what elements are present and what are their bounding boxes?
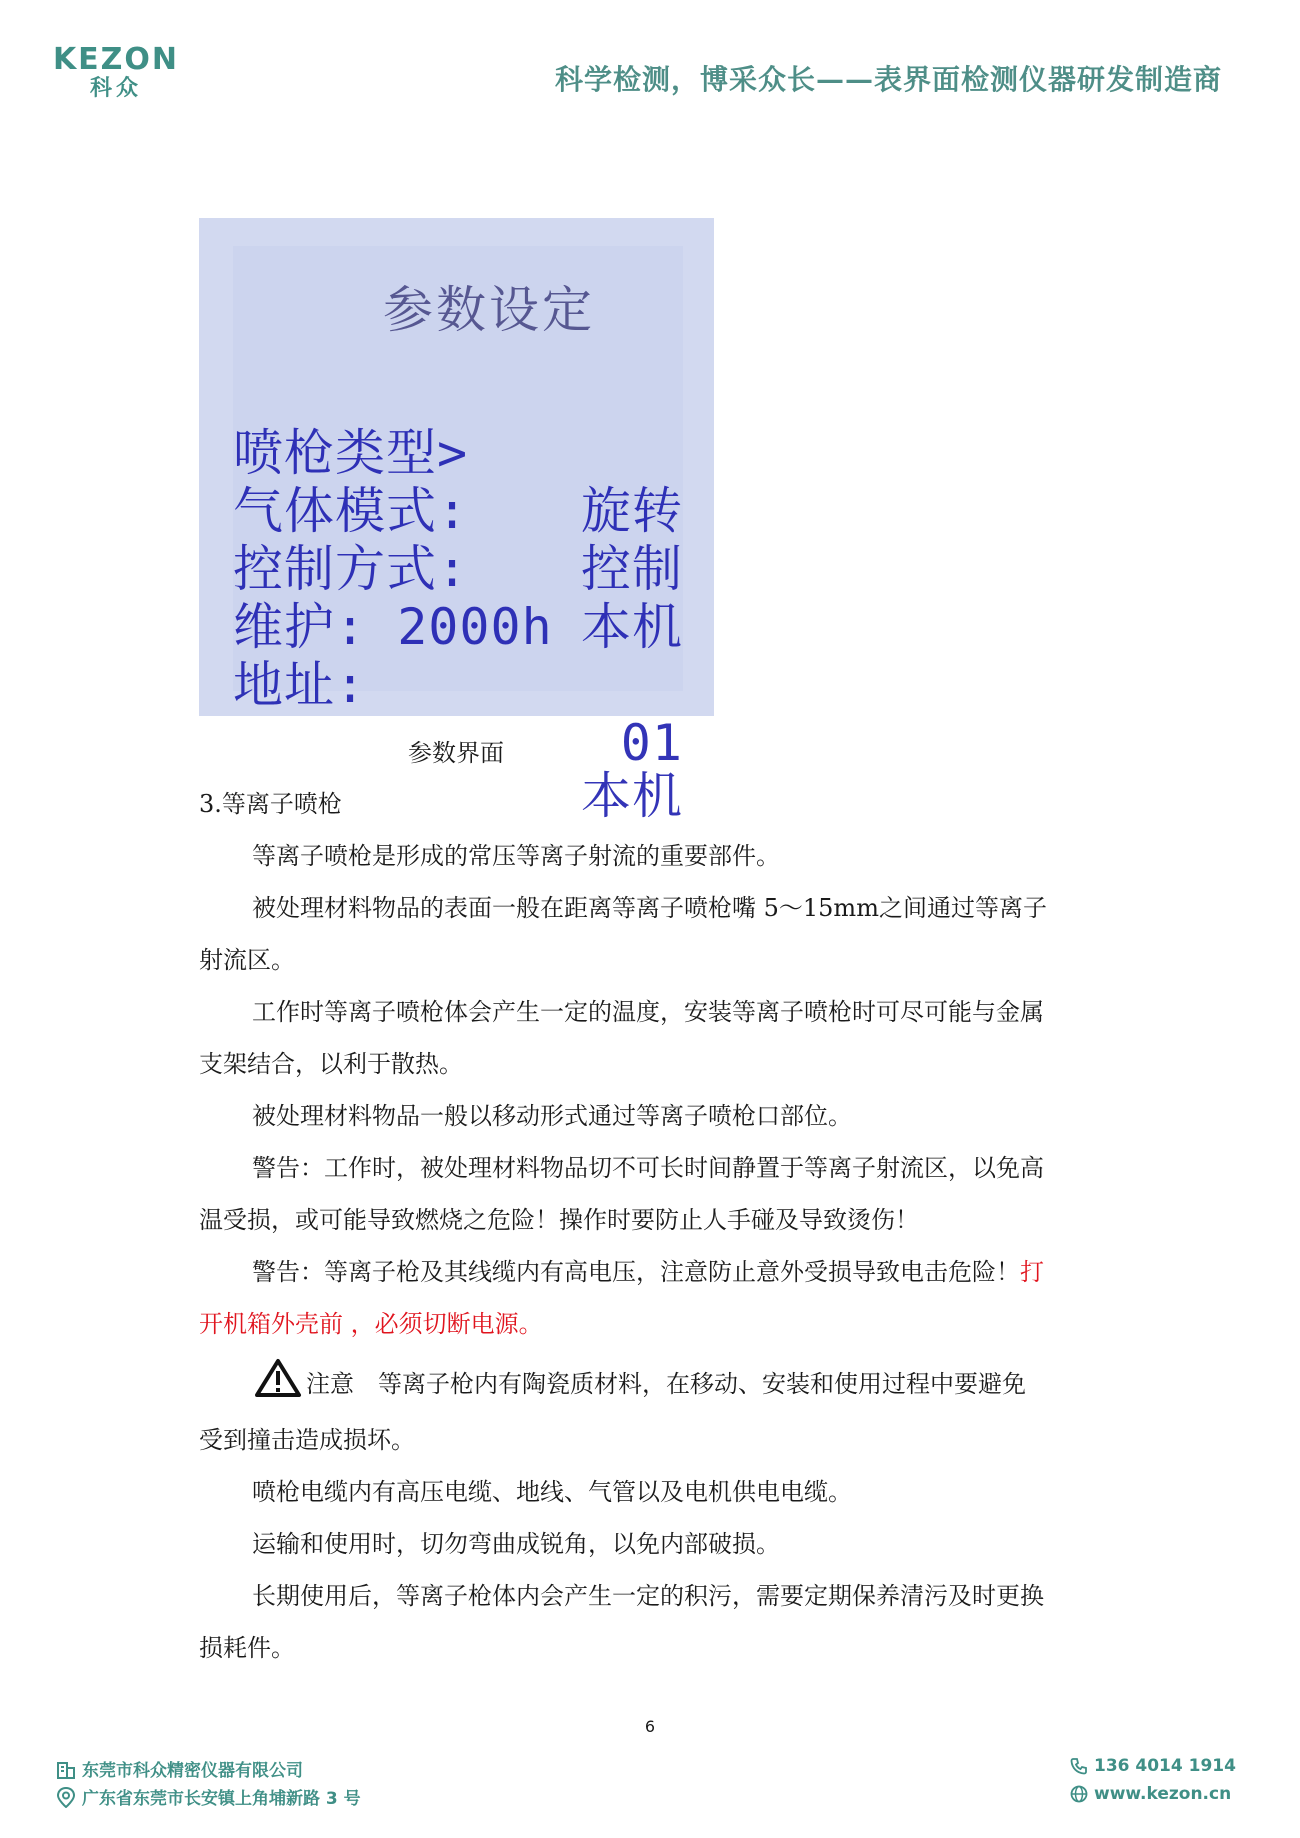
company-name: 东莞市科众精密仪器有限公司 — [82, 1761, 303, 1781]
warning-text-red: 开机箱外壳前 ，必须切断电源。 — [199, 1310, 543, 1338]
warning-triangle-icon — [254, 1358, 302, 1416]
paragraph: 运输和使用时，切勿弯曲成锐角，以免内部破损。 — [252, 1530, 780, 1558]
location-pin-icon — [56, 1786, 76, 1808]
website-url[interactable]: www.kezon.cn — [1094, 1784, 1232, 1804]
lcd-row-value: 控制 — [581, 540, 683, 598]
company-address: 广东省东莞市长安镇上角埔新路 3 号 — [82, 1789, 361, 1809]
warning-paragraph: 警告：工作时，被处理材料物品切不可长时间静置于等离子射流区，以免高 — [252, 1154, 1044, 1182]
paragraph-continuation: 支架结合，以利于散热。 — [199, 1050, 463, 1078]
lcd-row-label: 气体模式: — [233, 482, 469, 540]
paragraph: 喷枪电缆内有高压电缆、地线、气管以及电机供电电缆。 — [252, 1478, 852, 1506]
paragraph: 被处理材料物品一般以移动形式通过等离子喷枪口部位。 — [252, 1102, 852, 1130]
warning-text-red: 打 — [1020, 1258, 1044, 1286]
lcd-row-label: 控制方式: — [233, 540, 469, 598]
notice-text: 注意 等离子枪内有陶瓷质材料，在移动、安装和使用过程中要避免 — [306, 1370, 1026, 1398]
footer-address — [56, 1784, 361, 1809]
paragraph: 工作时等离子喷枪体会产生一定的温度，安装等离子喷枪时可尽可能与金属 — [252, 998, 1044, 1026]
phone-icon — [1070, 1757, 1088, 1775]
page-number: 6 — [644, 1717, 656, 1736]
paragraph-continuation: 射流区。 — [199, 946, 295, 974]
paragraph-continuation: 受到撞击造成损坏。 — [199, 1426, 415, 1454]
warning-text: 警告：等离子枪及其线缆内有高电压，注意防止意外受损导致电击危险！ — [252, 1258, 1020, 1286]
lcd-row-label: 地址: — [233, 656, 367, 714]
paragraph: 被处理材料物品的表面一般在距离等离子喷枪嘴 5～15mm之间通过等离子 — [252, 894, 1047, 922]
logo-english: KEZON — [52, 42, 180, 77]
footer-company — [56, 1756, 303, 1781]
lcd-row-value: 旋转 — [581, 482, 683, 540]
paragraph: 等离子喷枪是形成的常压等离子射流的重要部件。 — [252, 842, 780, 870]
globe-icon — [1070, 1785, 1088, 1803]
section-title: 3.等离子喷枪 — [199, 790, 342, 818]
company-logo — [52, 44, 180, 102]
building-icon — [56, 1760, 76, 1780]
logo-chinese: 科众 — [89, 76, 142, 101]
notice-paragraph — [254, 1358, 1162, 1416]
phone-number: 136 4014 1914 — [1094, 1756, 1236, 1776]
paragraph-continuation: 损耗件。 — [199, 1634, 295, 1662]
lcd-title: 参数设定 — [383, 281, 595, 339]
lcd-row-label: 喷枪类型> — [233, 424, 469, 482]
warning-paragraph — [252, 1246, 1160, 1298]
lcd-row-value: 本机 — [581, 598, 683, 656]
lcd-row-value: 本机 — [581, 767, 683, 825]
figure-caption: 参数界面 — [408, 739, 504, 767]
lcd-row-value: 01 — [620, 714, 683, 772]
paragraph: 长期使用后，等离子枪体内会产生一定的积污，需要定期保养清污及时更换 — [252, 1582, 1044, 1610]
footer-website — [1070, 1784, 1231, 1804]
lcd-row-label: 维护: 2000h — [233, 598, 553, 656]
paragraph-continuation: 温受损，或可能导致燃烧之危险！操作时要防止人手碰及导致烫伤！ — [199, 1206, 919, 1234]
header-slogan: 科学检测，博采众长——表界面检测仪器研发制造商 — [554, 63, 1222, 96]
footer-phone — [1070, 1756, 1236, 1776]
